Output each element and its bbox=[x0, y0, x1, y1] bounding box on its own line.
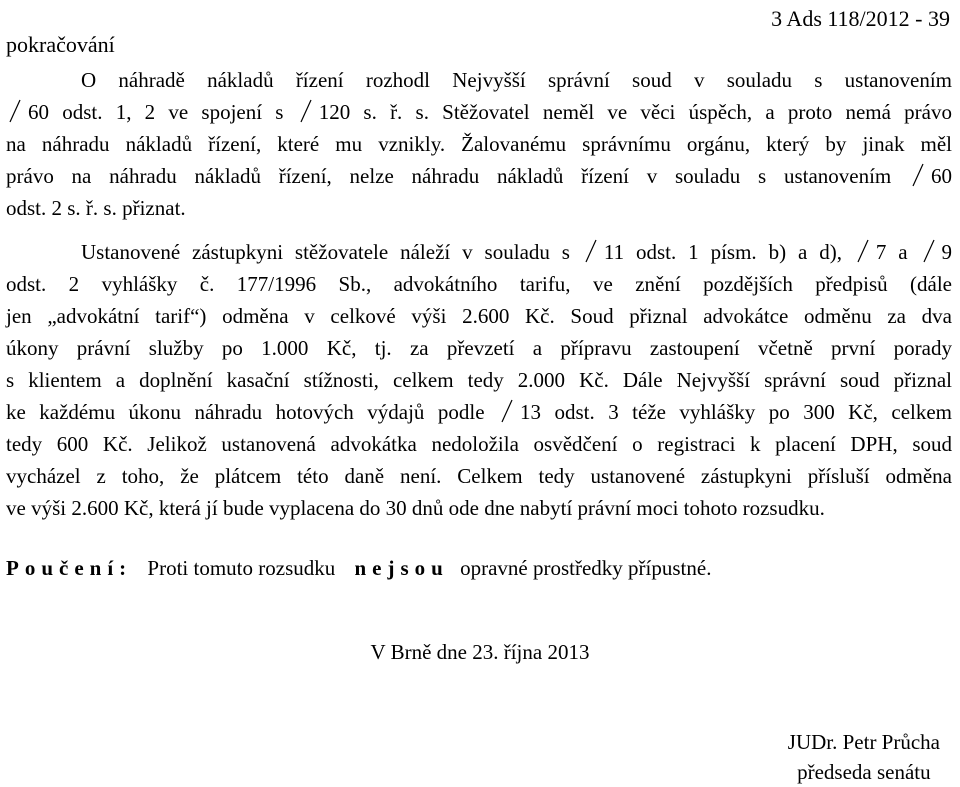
paragraph-attorney-fees bbox=[6, 236, 952, 524]
paragraph-line: odst. 2 s. ř. s. přiznat. bbox=[6, 196, 186, 220]
section-sign-icon bbox=[911, 163, 925, 187]
section-sign-icon bbox=[8, 99, 22, 123]
paragraph-costs bbox=[6, 64, 952, 224]
case-reference: 3 Ads 118/2012 - 39 bbox=[771, 6, 950, 31]
instruction-text: Proti tomuto rozsudku bbox=[147, 556, 336, 580]
section-sign-icon bbox=[856, 239, 870, 263]
paragraph-line: úkony právní služby po 1.000 Kč, tj. za převzetí a přípravu zastoupení včetně první porady bbox=[6, 336, 952, 360]
section-sign-icon bbox=[299, 99, 313, 123]
paragraph-line: Ustanovené zástupkyni stěžovatele náleží v souladu s 11 odst. 1 písm. b) a d), 7 a 9 bbox=[81, 240, 952, 264]
continued-label: pokračování bbox=[6, 32, 115, 57]
paragraph-line: s klientem a doplnění kasační stížnosti, celkem tedy 2.000 Kč. Dále Nejvyšší správní soud přiznal bbox=[6, 368, 952, 392]
section-sign-icon bbox=[584, 239, 598, 263]
signer-name: JUDr. Petr Průcha bbox=[787, 730, 940, 754]
signature-block bbox=[788, 727, 940, 787]
instruction-label: Poučení: bbox=[6, 556, 133, 580]
legal-instruction bbox=[6, 556, 711, 581]
paragraph-line: ke každému úkonu náhradu hotových výdajů podle 13 odst. 3 téže vyhlášky po 300 Kč, celkem bbox=[6, 400, 952, 424]
paragraph-line: odst. 2 vyhlášky č. 177/1996 Sb., advokátního tarifu, ve znění pozdějších předpisů (dále bbox=[6, 272, 952, 296]
signer-title: předseda senátu bbox=[797, 760, 931, 784]
paragraph-line: jen „advokátní tarif“) odměna v celkové výši 2.600 Kč. Soud přiznal advokátce odměnu za dva bbox=[6, 304, 952, 328]
paragraph-line: 60 odst. 1, 2 ve spojení s 120 s. ř. s. Stěžovatel neměl ve věci úspěch, a proto nemá právo bbox=[6, 96, 952, 128]
paragraph-line: O náhradě nákladů řízení rozhodl Nejvyšší správní soud v souladu s ustanovením bbox=[81, 68, 952, 92]
section-sign-icon bbox=[500, 399, 514, 423]
instruction-emphasis: nejsou bbox=[354, 556, 449, 580]
instruction-text: opravné prostředky přípustné. bbox=[460, 556, 712, 580]
section-sign-icon bbox=[922, 239, 936, 263]
paragraph-line: na náhradu nákladů řízení, které mu vznikly. Žalovanému správnímu orgánu, který by jinak měl bbox=[6, 132, 952, 156]
paragraph-line: ve výši 2.600 Kč, která jí bude vyplacena do 30 dnů ode dne nabytí právní moci tohoto rozsudku. bbox=[6, 496, 825, 520]
date-line: V Brně dne 23. října 2013 bbox=[370, 640, 590, 664]
paragraph-line: tedy 600 Kč. Jelikož ustanovená advokátka nedoložila osvědčení o registraci k placení DPH, soud bbox=[6, 432, 952, 456]
paragraph-line: právo na náhradu nákladů řízení, nelze náhradu nákladů řízení v souladu s ustanovením 60 bbox=[6, 164, 952, 188]
paragraph-line: vycházel z toho, že plátcem této daně není. Celkem tedy ustanovené zástupkyni přísluší odměna bbox=[6, 464, 952, 488]
